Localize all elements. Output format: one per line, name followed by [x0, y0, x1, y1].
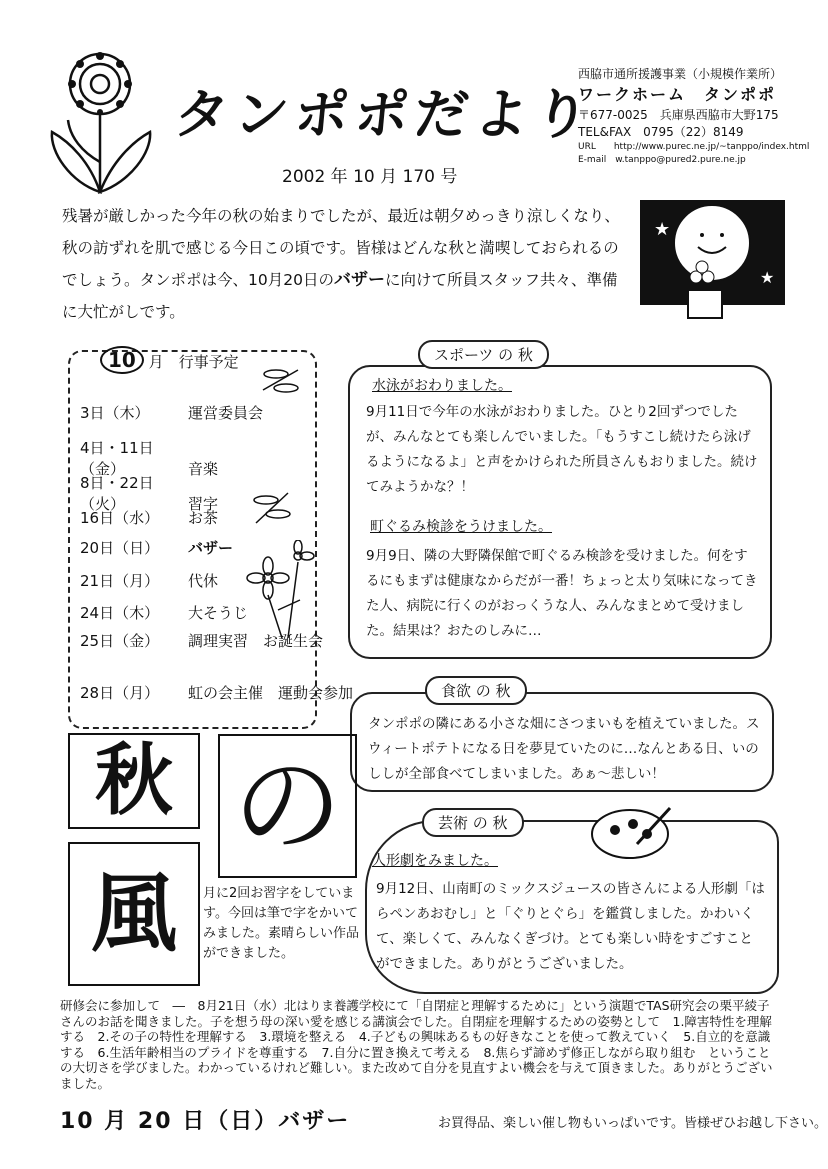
svg-text:★: ★	[654, 219, 671, 240]
schedule-event: 音楽	[188, 460, 219, 478]
schedule-row	[80, 402, 263, 423]
palette-icon	[585, 800, 675, 865]
schedule-date: 20日（日）	[80, 539, 160, 557]
sports-sub1: 水泳がおわりました。	[372, 378, 512, 394]
schedule-event: バザー	[188, 539, 234, 557]
issue-number: 2002 年 10 月 170 号	[282, 167, 458, 187]
sports-title: スポーツ の 秋	[418, 340, 549, 369]
dragonfly-icon-2	[248, 488, 298, 528]
dragonfly-icon	[258, 360, 308, 400]
art-text: 9月12日、山南町のミックスジュースの皆さんによる人形劇「はらペンあおむし」と「ぐりとぐら」を鑑賞しました。かわいくて、楽しくて、みんなくぎづけ。とても楽しい時をすごすことができました。ありがとうございました。	[376, 881, 765, 972]
schedule-date: 16日（水）	[80, 509, 160, 527]
org-name: ワークホーム タンポポ	[578, 85, 777, 105]
org-info	[578, 66, 809, 167]
schedule-event: 虹の会主催 運動会参加	[188, 684, 354, 702]
schedule-date: 24日（木）	[80, 604, 160, 622]
dandelion-illustration	[40, 42, 165, 202]
schedule-date: 8日・22日（火）	[80, 474, 154, 513]
schedule-date: 21日（月）	[80, 572, 160, 590]
calligraphy-wind: 風	[68, 842, 200, 986]
schedule-row	[80, 537, 233, 558]
intro-text-after: に向けて所員スタッフ共々、準備に大忙がしです。	[62, 271, 618, 321]
calligraphy-autumn: 秋	[68, 733, 200, 829]
schedule-date: 3日（木）	[80, 404, 150, 422]
schedule-month: 10	[100, 346, 144, 374]
newsletter-title: タンポポだより	[171, 83, 598, 146]
sports-text2: 9月9日、隣の大野隣保館で町ぐるみ検診を受けました。何をするにもまずは健康なからだが一番！ちょっと太り気味になってきた人、病院に行くのがおっくうな人、みんなまとめて受けました。結果は？おたのしみに…	[366, 548, 758, 639]
org-phone: TEL&FAX 0795（22）8149	[578, 124, 744, 139]
seminar-report: 研修会に参加して ― 8月21日（水）北はりま養護学校にて「自閉症と理解するために」という演題でTAS研究会の栗平綾子さんのお話を聞きました。子を想う母の深い愛を感じる講演会でした。自閉症を理解するための姿勢として 1.障害特性を理解する 2.その子の特性を理解する 3.環境を整える 4.子どもの興味あるもの好きなことを使って教えていく 5.自立的を意識する 6.生活年齢相当のプライドを尊重する 7.自分に置き換えて考える 8.焦らず諦めず修正しながら取り組む ということの大切さを学びました。わかっているけれど難しい。また改めて自分を見直すよい機会を与えて頂きました。ありがとうございました。	[60, 998, 773, 1091]
bazaar-note: お買得品、楽しい催し物もいっぱいです。皆様ぜひお越し下さい。	[438, 1116, 827, 1131]
schedule-event: 代休	[188, 572, 219, 590]
cosmos-flower-icon	[240, 540, 320, 640]
food-title: 食欲 の 秋	[425, 676, 527, 705]
schedule-event: 調理実習 お誕生会	[188, 632, 324, 650]
schedule-event: 大そうじ	[188, 604, 249, 622]
calligraphy-no: の	[218, 734, 357, 878]
art-sub: 人形劇をみました。	[372, 853, 498, 869]
bazaar-date: 10 月 20 日（日）バザー	[60, 1109, 351, 1134]
org-email: E-mail w.tanppo@pured2.pure.ne.jp	[578, 154, 746, 165]
org-url: URL http://www.purec.ne.jp/~tanppo/index.html	[578, 142, 810, 153]
calligraphy-caption: 月に2回お習字をしています。今回は筆で字をかいてみました。素晴らしい作品ができました。	[203, 886, 360, 961]
schedule-row	[80, 507, 218, 528]
schedule-event: お茶	[188, 509, 219, 527]
schedule-date: 4日・11日（金）	[80, 439, 154, 478]
schedule-row	[80, 602, 248, 623]
food-text: タンポポの隣にある小さな畑にさつまいもを植えていました。スウィートポテトになる日を夢見ていたのに…なんとある日、いのししが全部食べてしまいました。あぁ〜悲しい！	[368, 716, 760, 782]
schedule-row	[80, 570, 218, 591]
org-address: 〒677-0025 兵庫県西脇市大野175	[578, 107, 779, 122]
schedule-heading	[100, 348, 239, 372]
schedule-event: 運営委員会	[188, 404, 264, 422]
moon-illustration	[640, 195, 785, 320]
schedule-heading-text: 月 行事予定	[148, 353, 239, 371]
sports-text1: 9月11日で今年の水泳がおわりました。ひとり2回ずつでしたが、みんなとても楽しんでいました。「もうすこし続けたら泳げるようになるよ」と声をかけられた所員さんもおりました。続けてみようかな？！	[366, 404, 758, 495]
intro-text-before: 残暑が厳しかった今年の秋の始まりでしたが、最近は朝夕めっきり涼しくなり、秋の訪ずれを肌で感じる今日この頃です。皆様はどんな秋と満喫しておられるのでしょう。タンポポは今、10月20日の	[62, 207, 620, 289]
svg-text:★: ★	[760, 268, 775, 287]
schedule-date: 28日（月）	[80, 684, 160, 702]
schedule-row	[80, 682, 353, 703]
org-type: 西脇市通所援護事業（小規模作業所）	[578, 67, 783, 81]
schedule-date: 25日（金）	[80, 632, 160, 650]
art-title: 芸術 の 秋	[422, 808, 524, 837]
schedule-event: 習字	[188, 495, 219, 513]
sports-sub2: 町ぐるみ検診をうけました。	[370, 519, 552, 535]
intro-bazaar: バザー	[333, 270, 385, 290]
intro-paragraph	[62, 200, 622, 328]
